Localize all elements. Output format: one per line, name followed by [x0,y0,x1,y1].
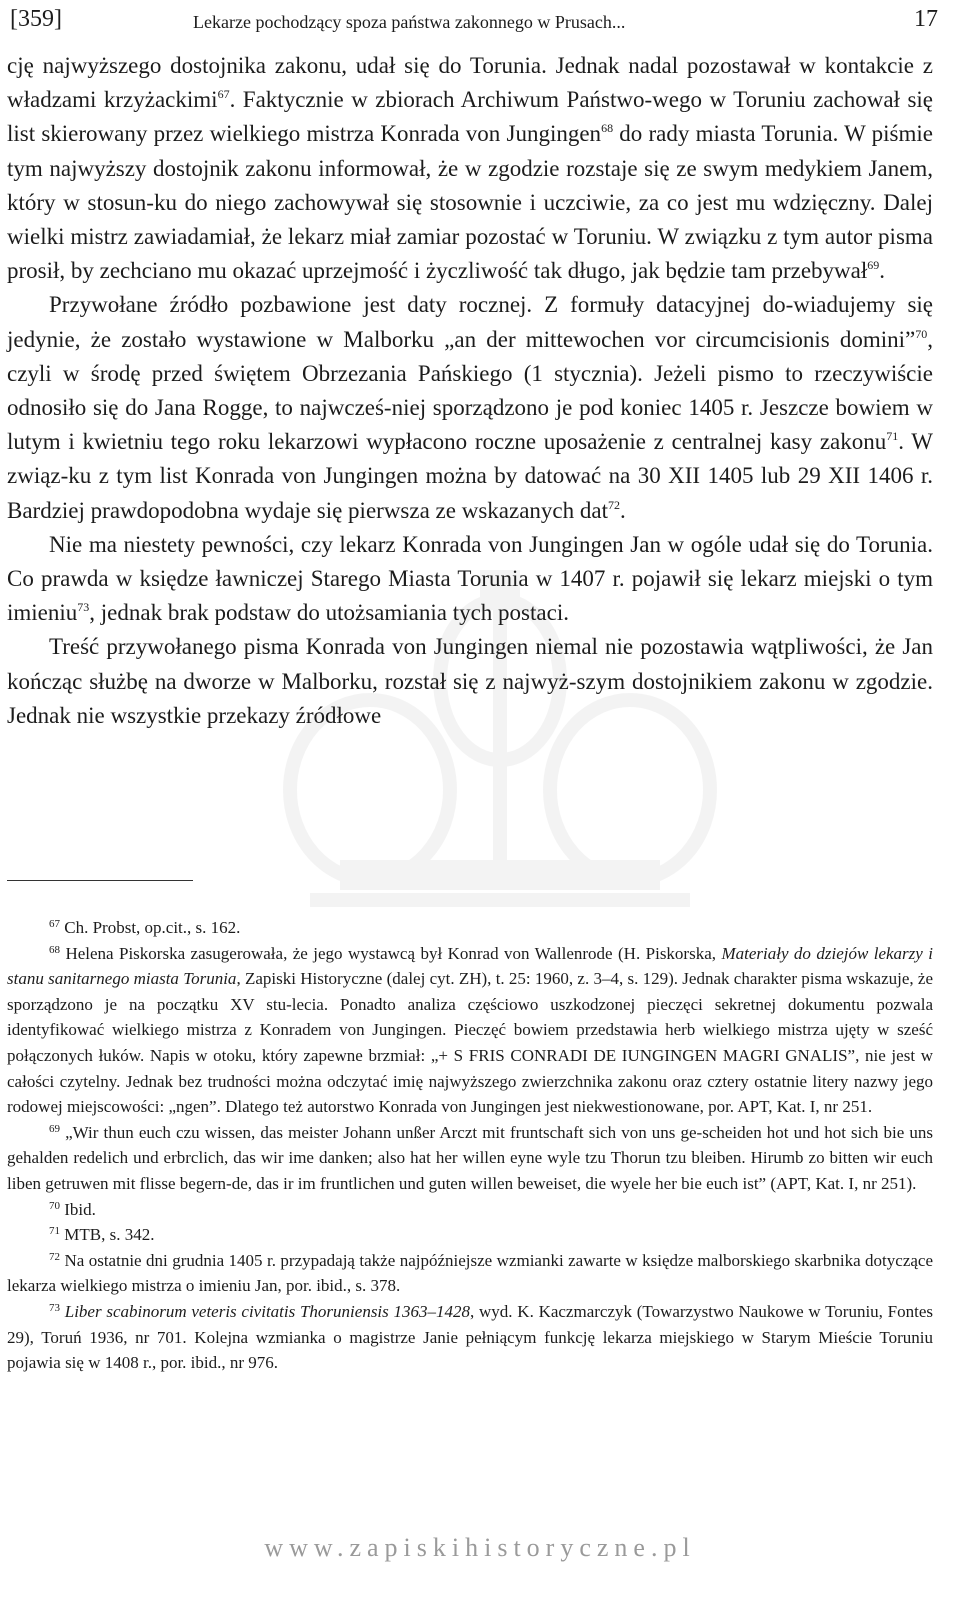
footnote-ref-68[interactable]: 68 [601,121,614,136]
paragraph-1: cję najwyższego dostojnika zakonu, udał się do Torunia. Jednak nadal pozostawał w kontakcie z władzami krzyżackimi$^{67}$. Faktycznie w zbiorach Archiwum Państwo-wego w Toruniu zachował się list skierowany przez wielkiego mistrza Konrada von Jungingen$^{68}$ do rady miasta Torunia. W piśmie tym najwyższy dostojnik zakonu informował, że w zgodzie rozstaje się ze swym medykiem Janem, który w stosun-ku do niego zachowywał się stosownie i uczciwie, za co jest mu wdzięczny. Dalej wielki mistrz zawiadamiał, że lekarz miał zamiar pozostać w Toruniu. W związku z tym autor pisma prosił, by zechciano mu okazać uprzejmość i życzliwość tak długo, jak będzie tam przebywał$^{69}$. [7,53,933,284]
footnote-divider [7,880,193,881]
running-title: Lekarze pochodzący spoza państwa zakonnego w Prusach... [193,12,626,32]
main-text [7,49,933,733]
footnote-67: $^{67}$ Ch. Probst, op.cit., s. 162. [49,918,241,937]
footnote-73: $^{73}$ Liber scabinorum veteris civitatis Thoruniensis 1363–1428, wyd. K. Kaczmarczyk (Towarzystwo Naukowe w Toruniu, Fontes 29), Toruń 1936, nr 701. Kolejna wzmianka o magistrze Janie pełniącym funkcję lekarza miejskiego w Starym Mieście Toruniu pojawia się w 1408 r., por. ibid., nr 976. [7,1301,934,1373]
running-head [10,4,938,38]
footnote-ref-73[interactable]: 73 [77,600,90,615]
footnotes [7,915,933,1376]
footnote-ref-69[interactable]: 69 [867,258,880,273]
footnote-72: $^{72}$ Na ostatnie dni grudnia 1405 r. przypadają także najpóźniejsze wzmianki zawarte w księdze malborskiego skarbnika dotyczące lekarza wielkiego mistrza o imieniu Jan, por. ibid., s. 378. [7,1250,934,1296]
page-reference: [359] [10,6,62,32]
paragraph-3: Nie ma niestety pewności, czy lekarz Konrada von Jungingen Jan w ogóle udał się do Torunia. Co prawda w księdze ławniczej Starego Miasta Torunia w 1407 r. pojawił się lekarz miejski o tym imieniu$^{73}$, jednak brak podstaw do utożsamiania tych postaci. [7,531,933,626]
page-number: 17 [914,6,938,32]
footnote-ref-67[interactable]: 67 [217,87,230,102]
paragraph-2: Przywołane źródło pozbawione jest daty rocznej. Z formuły datacyjnej do-wiadujemy się jedynie, że zostało wystawione w Malborku „an der mittewochen vor circumcisionis domini”$^{70}$, czyli w środę przed świętem Obrzezania Pańskiego (1 stycznia). Jeżeli pismo to rzeczywiście odnosiło się do Jana Rogge, to najwcześ-niej sporządzono je pod koniec 1405 r. Jeszcze bowiem w lutym i kwietniu tego roku lekarzowi wypłacono roczne uposażenie z centralnej kasy zakonu$^{71}$. W związ-ku z tym list Konrada von Jungingen można by datować na 30 XII 1405 lub 29 XII 1406 r. Bardziej prawdopodobna wydaje się pierwsza ze wskazanych dat$^{72}$. [7,292,933,523]
footnote-69: $^{69}$ „Wir thun euch czu wissen, das meister Johann unßer Arczt mit fruntschaft sich von uns ge-scheiden hot und hot sich bie uns gehalden redelich und erbrclich, das wir ime danken; also hat her willen eyne wyle tzu Thorun tzu bleiben. Hirumb zo bitten wir euch liben getruwen mit flisse begern-de, das ir im fruntlichen und guten willen beweiset, die wyele her bie euch ist” (APT, Kat. I, nr 251). [7,1122,934,1193]
footnote-ref-70[interactable]: 70 [915,326,928,341]
footer-url-link[interactable]: www.zapiskihistoryczne.pl [264,1533,696,1562]
paragraph-4: Treść przywołanego pisma Konrada von Jungingen niemal nie pozostawia wątpliwości, że Jan kończąc służbę na dworze w Malborku, rozstał się z najwyż-szym dostojnikiem zakonu w zgodzie. Jednak nie wszystkie przekazy źródłowe [7,634,933,728]
footnote-70: $^{70}$ Ibid. [49,1199,96,1219]
footnote-ref-72[interactable]: 72 [607,497,620,512]
footnote-68: $^{68}$ Helena Piskorska zasugerowała, że jego wystawcą był Konrad von Wallenrode (H. Piskorska, Materiały do dziejów lekarzy i stanu sanitarnego miasta Torunia, Zapiski Historyczne (dalej cyt. ZH), t. 25: 1960, z. 3–4, s. 129). Jednak charakter pisma wskazuje, że sporządzono je na początku XV stu-lecia. Ponadto analiza częściowo uszkodzonej pieczęci sekretnej dokumentu pozwala identyfikować wielkiego mistrza z Konradem von Jungingen. Pieczęć bowiem przedstawia herb wielkiego mistrza ujęty w sześć połączonych łuków. Napis w otoku, który zapewne brzmiał: „+ S FRIS CONRADI DE IUNGINGEN MAGRI GNALIS”, nie jest w całości czytelny. Jednak bez trudności można odczytać imię najwyższego zwierzchnika zakonu oraz cztery ostatnie litery nazwy jego rodowej miejscowości: „ngen”. Dlatego też autorstwo Konrada von Jungingen jest niekwestionowane, por. APT, Kat. I, nr 251. [7,943,933,1117]
footnote-ref-71[interactable]: 71 [886,429,899,444]
footnote-71: $^{71}$ MTB, s. 342. [49,1225,155,1245]
